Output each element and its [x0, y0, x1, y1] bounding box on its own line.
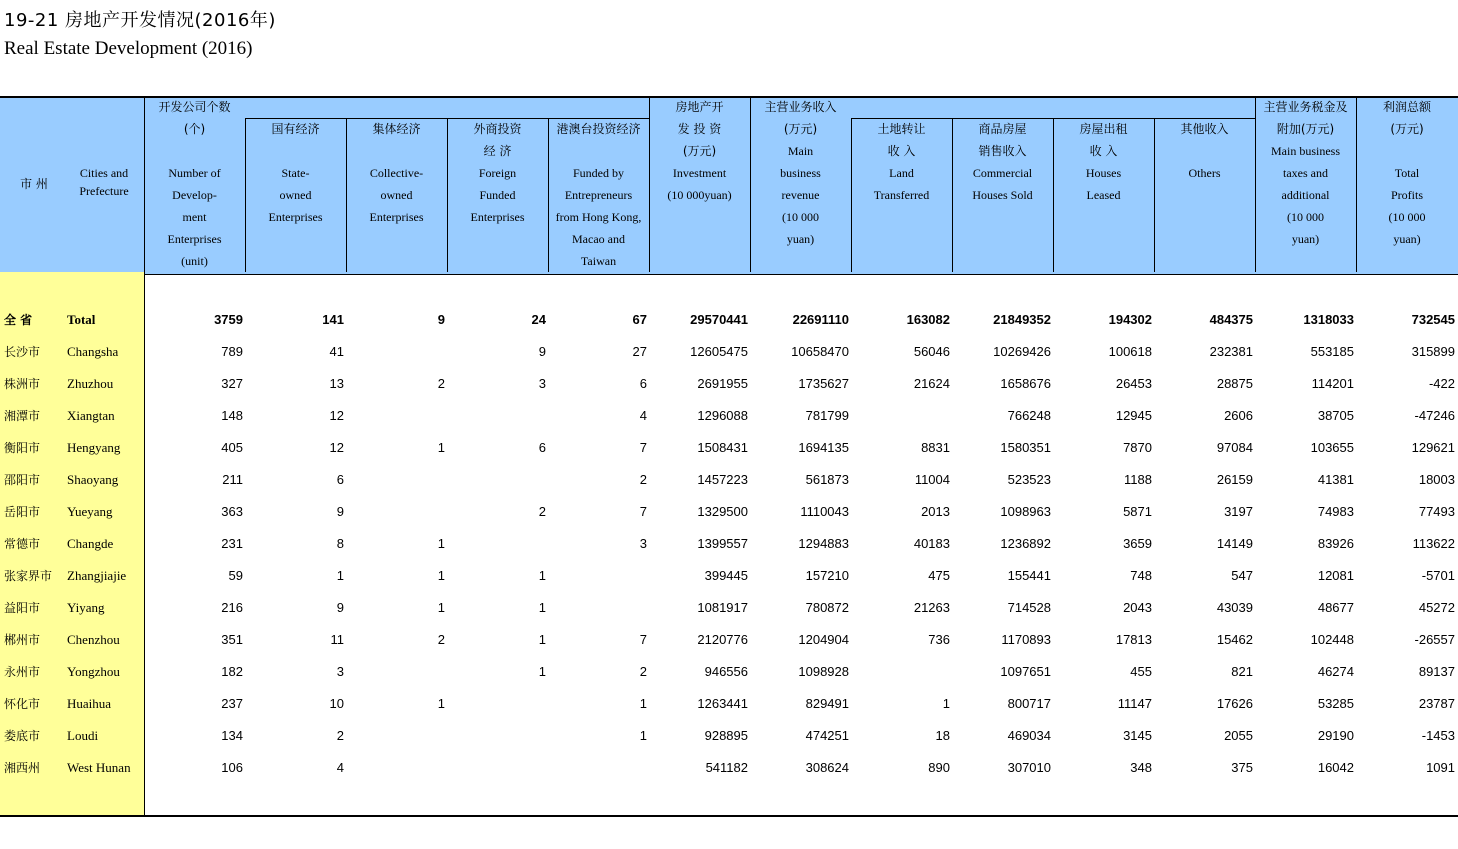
value-cell [450, 720, 546, 752]
header-main-revenue: 主营业务收入 (万元) Main business revenue (10 000 yuan) [764, 100, 837, 246]
table-row [0, 368, 1458, 400]
value-cell: 475 [928, 568, 950, 583]
value-cell: 2691955 [697, 376, 748, 391]
value-cell: 4 [336, 760, 344, 775]
city-name-cn: 永州市 [4, 665, 41, 679]
value-cell: 12081 [1317, 568, 1354, 583]
value-cell: 45272 [1418, 600, 1455, 615]
header-hk-macao-taiwan: 港澳台投资经济 Funded by Entrepreneurs from Hong Kong, Macao and Taiwan [555, 122, 642, 268]
value-cell: 216 [221, 600, 243, 615]
table-row [0, 528, 1458, 560]
value-cell: 26159 [1216, 472, 1253, 487]
value-cell: 6 [639, 376, 647, 391]
city-name-en: West Hunan [67, 760, 131, 775]
header-investment: 房地产开 发 投 资 (万元) Investment (10 000yuan) [667, 100, 732, 202]
value-cell: 1 [437, 600, 445, 615]
value-cell: 1 [942, 696, 950, 711]
value-cell: 2 [538, 504, 546, 519]
city-name-en: Yongzhou [67, 664, 120, 679]
value-cell: 11 [330, 632, 344, 647]
value-cell: 48677 [1317, 600, 1354, 615]
value-cell: 14149 [1216, 536, 1253, 551]
value-cell: 1735627 [798, 376, 849, 391]
value-cell [349, 464, 445, 496]
value-cell [551, 560, 647, 592]
city-name-en: Changsha [67, 344, 119, 359]
city-name-cn: 邵阳市 [4, 473, 41, 487]
value-cell: -5701 [1421, 568, 1455, 583]
value-cell: 821 [1231, 664, 1253, 679]
value-cell: 113622 [1412, 536, 1455, 551]
value-cell: 163082 [906, 312, 950, 327]
header-foreign: 外商投资 经 济 Foreign Funded Enterprises [470, 122, 525, 224]
value-cell: 237 [221, 696, 243, 711]
value-cell: 148 [221, 408, 243, 423]
city-name-cn: 怀化市 [4, 697, 41, 711]
value-cell: -26557 [1414, 632, 1455, 647]
value-cell: 21624 [913, 376, 950, 391]
value-cell: 18 [935, 728, 950, 743]
value-cell: 11004 [914, 472, 950, 487]
value-cell: 11147 [1117, 696, 1152, 711]
city-name-cn: 张家界市 [4, 569, 53, 583]
value-cell: 781799 [805, 408, 849, 423]
value-cell: 1694135 [798, 440, 849, 455]
value-cell: 56046 [913, 344, 950, 359]
value-cell: 2 [639, 472, 647, 487]
value-cell: 9 [336, 504, 344, 519]
value-cell: 231 [221, 536, 243, 551]
value-cell: 469034 [1007, 728, 1051, 743]
value-cell: 800717 [1007, 696, 1051, 711]
value-cell: 22691110 [792, 312, 849, 327]
value-cell: 2043 [1123, 600, 1152, 615]
value-cell: 103655 [1310, 440, 1354, 455]
total-row [0, 304, 1458, 336]
value-cell: 46274 [1317, 664, 1354, 679]
value-cell [854, 400, 950, 432]
value-cell: 1580351 [1000, 440, 1051, 455]
header-collective: 集体经济 Collective- owned Enterprises [369, 122, 424, 224]
value-cell [450, 528, 546, 560]
table-row [0, 752, 1458, 784]
value-cell: 10658470 [791, 344, 849, 359]
city-name-cn: 岳阳市 [4, 505, 41, 519]
value-cell: 308624 [805, 760, 849, 775]
value-cell: 3759 [214, 312, 243, 327]
value-cell: 946556 [704, 664, 748, 679]
value-cell: 1204904 [798, 632, 849, 647]
city-name-cn: 郴州市 [4, 633, 41, 647]
value-cell: 21849352 [993, 312, 1051, 327]
value-cell: 327 [221, 376, 243, 391]
value-cell: 12945 [1115, 408, 1152, 423]
value-cell: 24 [531, 312, 546, 327]
value-cell: 547 [1231, 568, 1253, 583]
city-name-cn: 全 省 [4, 313, 33, 327]
value-cell: 1294883 [798, 536, 849, 551]
header-city-en: Cities and Prefecture [79, 166, 129, 198]
value-cell [349, 752, 445, 784]
value-cell: 211 [222, 472, 243, 487]
value-cell: 541182 [705, 760, 748, 775]
value-cell: 2013 [921, 504, 950, 519]
value-cell: 766248 [1007, 408, 1051, 423]
value-cell: 1 [538, 632, 546, 647]
value-cell: 399445 [704, 568, 748, 583]
value-cell: 2 [437, 632, 445, 647]
value-cell: 40183 [913, 536, 950, 551]
value-cell: 41 [329, 344, 344, 359]
table-row [0, 688, 1458, 720]
value-cell: 455 [1130, 664, 1152, 679]
city-name-en: Changde [67, 536, 114, 551]
value-cell [349, 336, 445, 368]
city-name-en: Zhuzhou [67, 376, 114, 391]
value-cell: 29190 [1317, 728, 1354, 743]
header-profits: 利润总额 (万元) Total Profits (10 000 yuan) [1382, 100, 1431, 246]
value-cell [349, 656, 445, 688]
value-cell: 100618 [1108, 344, 1152, 359]
header-land-transferred: 土地转让 收 入 Land Transferred [873, 122, 930, 202]
value-cell: 928895 [704, 728, 748, 743]
city-name-en: Huaihua [67, 696, 112, 711]
city-name-cn: 衡阳市 [4, 441, 41, 455]
value-cell: 6 [538, 440, 546, 455]
table-row [0, 720, 1458, 752]
city-name-en: Hengyang [67, 440, 121, 455]
value-cell: 484375 [1209, 312, 1253, 327]
value-cell: 523523 [1007, 472, 1051, 487]
header-city-cn: 市 州 [20, 177, 48, 191]
value-cell: 89137 [1418, 664, 1455, 679]
value-cell: 1 [538, 600, 546, 615]
value-cell: 1 [538, 568, 546, 583]
value-cell: 102448 [1310, 632, 1354, 647]
header-num-companies: 开发公司个数 (个) Number of Develop- ment Enterprises (unit) [158, 100, 231, 268]
value-cell: 9 [538, 344, 546, 359]
table-bottom-border [0, 815, 1458, 817]
value-cell: 1 [639, 728, 647, 743]
value-cell: 1296088 [697, 408, 748, 423]
value-cell: 315899 [1411, 344, 1455, 359]
value-cell [349, 496, 445, 528]
city-name-cn: 常德市 [4, 537, 41, 551]
table-row [0, 464, 1458, 496]
value-cell: 38705 [1317, 408, 1354, 423]
value-cell: 1658676 [1000, 376, 1051, 391]
table-row [0, 336, 1458, 368]
value-cell: 17626 [1216, 696, 1253, 711]
value-cell: 3 [639, 536, 647, 551]
city-name-en: Zhangjiajie [67, 568, 127, 583]
value-cell: 789 [221, 344, 243, 359]
value-cell: 7 [639, 504, 647, 519]
value-cell: 2606 [1224, 408, 1253, 423]
value-cell: 1097651 [1000, 664, 1051, 679]
value-cell: 41381 [1317, 472, 1354, 487]
value-cell: 106 [221, 760, 243, 775]
value-cell: 3197 [1224, 504, 1253, 519]
value-cell: 17813 [1115, 632, 1152, 647]
city-name-cn: 湘西州 [4, 761, 41, 775]
value-cell: 1318033 [1303, 312, 1354, 327]
value-cell: 1263441 [697, 696, 748, 711]
value-cell: 8831 [921, 440, 950, 455]
value-cell: 732545 [1411, 312, 1455, 327]
value-cell: 16042 [1317, 760, 1354, 775]
value-cell: 2 [437, 376, 445, 391]
value-cell: 2 [639, 664, 647, 679]
value-cell [551, 752, 647, 784]
value-cell: 1 [336, 568, 344, 583]
value-cell: 7 [639, 632, 647, 647]
value-cell: 829491 [805, 696, 849, 711]
city-name-cn: 娄底市 [4, 729, 41, 743]
value-cell: 553185 [1310, 344, 1354, 359]
table-row [0, 560, 1458, 592]
value-cell: 1457223 [697, 472, 748, 487]
value-cell: 1508431 [697, 440, 748, 455]
table-row [0, 432, 1458, 464]
value-cell: 1170893 [1001, 632, 1051, 647]
value-cell: 12 [329, 440, 344, 455]
table-title-en: Real Estate Development (2016) [4, 38, 253, 59]
value-cell: -47246 [1414, 408, 1455, 423]
value-cell: 1098928 [798, 664, 849, 679]
value-cell: 1081917 [697, 600, 748, 615]
value-cell: 53285 [1317, 696, 1354, 711]
header-houses-sold: 商品房屋 销售收入 Commercial Houses Sold [972, 122, 1033, 202]
value-cell: 18003 [1418, 472, 1455, 487]
value-cell: 97084 [1216, 440, 1253, 455]
table-title-cn: 19-21 房地产开发情况(2016年) [4, 10, 276, 31]
value-cell: 1110043 [800, 504, 849, 519]
value-cell: 59 [228, 568, 243, 583]
value-cell: 67 [632, 312, 647, 327]
value-cell: 194302 [1108, 312, 1152, 327]
value-cell: -422 [1428, 376, 1455, 391]
value-cell: 561873 [805, 472, 849, 487]
value-cell: 232381 [1209, 344, 1253, 359]
header-houses-leased: 房屋出租 收 入 Houses Leased [1079, 122, 1128, 202]
value-cell: 714528 [1007, 600, 1051, 615]
table-row [0, 656, 1458, 688]
value-cell: 21263 [913, 600, 950, 615]
value-cell: 29570441 [690, 312, 748, 327]
value-cell: 15462 [1216, 632, 1253, 647]
value-cell: 2055 [1224, 728, 1253, 743]
value-cell: 6 [336, 472, 344, 487]
value-cell: 4 [639, 408, 647, 423]
value-cell: 74983 [1317, 504, 1354, 519]
value-cell: 155441 [1007, 568, 1051, 583]
value-cell: 2 [336, 728, 344, 743]
value-cell: 129621 [1411, 440, 1455, 455]
value-cell: 3 [336, 664, 344, 679]
value-cell: 5871 [1123, 504, 1152, 519]
value-cell: 1 [437, 568, 445, 583]
value-cell [349, 720, 445, 752]
value-cell: 10269426 [993, 344, 1051, 359]
value-cell: 3659 [1123, 536, 1152, 551]
value-cell [551, 592, 647, 624]
value-cell: 474251 [805, 728, 849, 743]
city-name-en: Loudi [67, 728, 99, 743]
value-cell: 748 [1130, 568, 1152, 583]
header-others: 其他收入 Others [1180, 122, 1229, 180]
city-name-en: Chenzhou [67, 632, 120, 647]
city-name-en: Xiangtan [67, 408, 115, 423]
value-cell: 3145 [1123, 728, 1152, 743]
value-cell: 736 [928, 632, 950, 647]
value-cell: 157210 [805, 568, 849, 583]
value-cell: 28875 [1216, 376, 1253, 391]
value-cell: 12 [329, 408, 344, 423]
value-cell: 43039 [1216, 600, 1253, 615]
value-cell: 1098963 [1000, 504, 1051, 519]
table-row [0, 400, 1458, 432]
value-cell: 114201 [1311, 376, 1354, 391]
value-cell: 77493 [1418, 504, 1455, 519]
value-cell: 8 [336, 536, 344, 551]
value-cell: 26453 [1115, 376, 1152, 391]
value-cell: 375 [1231, 760, 1253, 775]
value-cell: 27 [632, 344, 647, 359]
value-cell [349, 400, 445, 432]
value-cell: 7 [639, 440, 647, 455]
value-cell: 307010 [1007, 760, 1051, 775]
value-cell: 1 [538, 664, 546, 679]
city-name-cn: 株洲市 [4, 377, 41, 391]
value-cell [450, 752, 546, 784]
header-taxes: 主营业务税金及 附加(万元) Main business taxes and additional (10 000 yuan) [1263, 100, 1348, 246]
header-state-owned: 国有经济 State- owned Enterprises [268, 122, 323, 224]
value-cell: 13 [329, 376, 344, 391]
table-row [0, 496, 1458, 528]
value-cell: 10 [329, 696, 344, 711]
value-cell: 23787 [1418, 696, 1455, 711]
value-cell: 1236892 [1000, 536, 1051, 551]
city-name-en: Shaoyang [67, 472, 119, 487]
value-cell: 1091 [1426, 760, 1455, 775]
value-cell [854, 656, 950, 688]
value-cell [450, 688, 546, 720]
value-cell: 3 [538, 376, 546, 391]
city-name-cn: 长沙市 [4, 345, 41, 359]
value-cell: 182 [221, 664, 243, 679]
value-cell: 1 [639, 696, 647, 711]
value-cell: 1 [437, 536, 445, 551]
value-cell: 780872 [805, 600, 849, 615]
value-cell: 1329500 [697, 504, 748, 519]
city-name-cn: 湘潭市 [4, 409, 41, 423]
city-name-en: Yueyang [67, 504, 113, 519]
table-row [0, 592, 1458, 624]
value-cell: 1188 [1124, 472, 1152, 487]
value-cell: 405 [221, 440, 243, 455]
value-cell: 134 [221, 728, 243, 743]
value-cell: 1399557 [697, 536, 748, 551]
value-cell: 348 [1130, 760, 1152, 775]
value-cell: 351 [221, 632, 243, 647]
city-name-en: Total [67, 312, 96, 327]
value-cell: 83926 [1317, 536, 1354, 551]
value-cell: 7870 [1123, 440, 1152, 455]
value-cell: 9 [336, 600, 344, 615]
value-cell: 1 [437, 696, 445, 711]
city-name-en: Yiyang [67, 600, 105, 615]
value-cell: 2120776 [697, 632, 748, 647]
value-cell: 890 [928, 760, 950, 775]
value-cell [450, 400, 546, 432]
value-cell: 363 [221, 504, 243, 519]
value-cell: 141 [322, 312, 344, 327]
value-cell: -1453 [1421, 728, 1455, 743]
value-cell: 9 [437, 312, 445, 327]
value-cell: 12605475 [690, 344, 748, 359]
table-row [0, 624, 1458, 656]
value-cell [450, 464, 546, 496]
value-cell: 1 [437, 440, 445, 455]
city-name-cn: 益阳市 [4, 601, 41, 615]
